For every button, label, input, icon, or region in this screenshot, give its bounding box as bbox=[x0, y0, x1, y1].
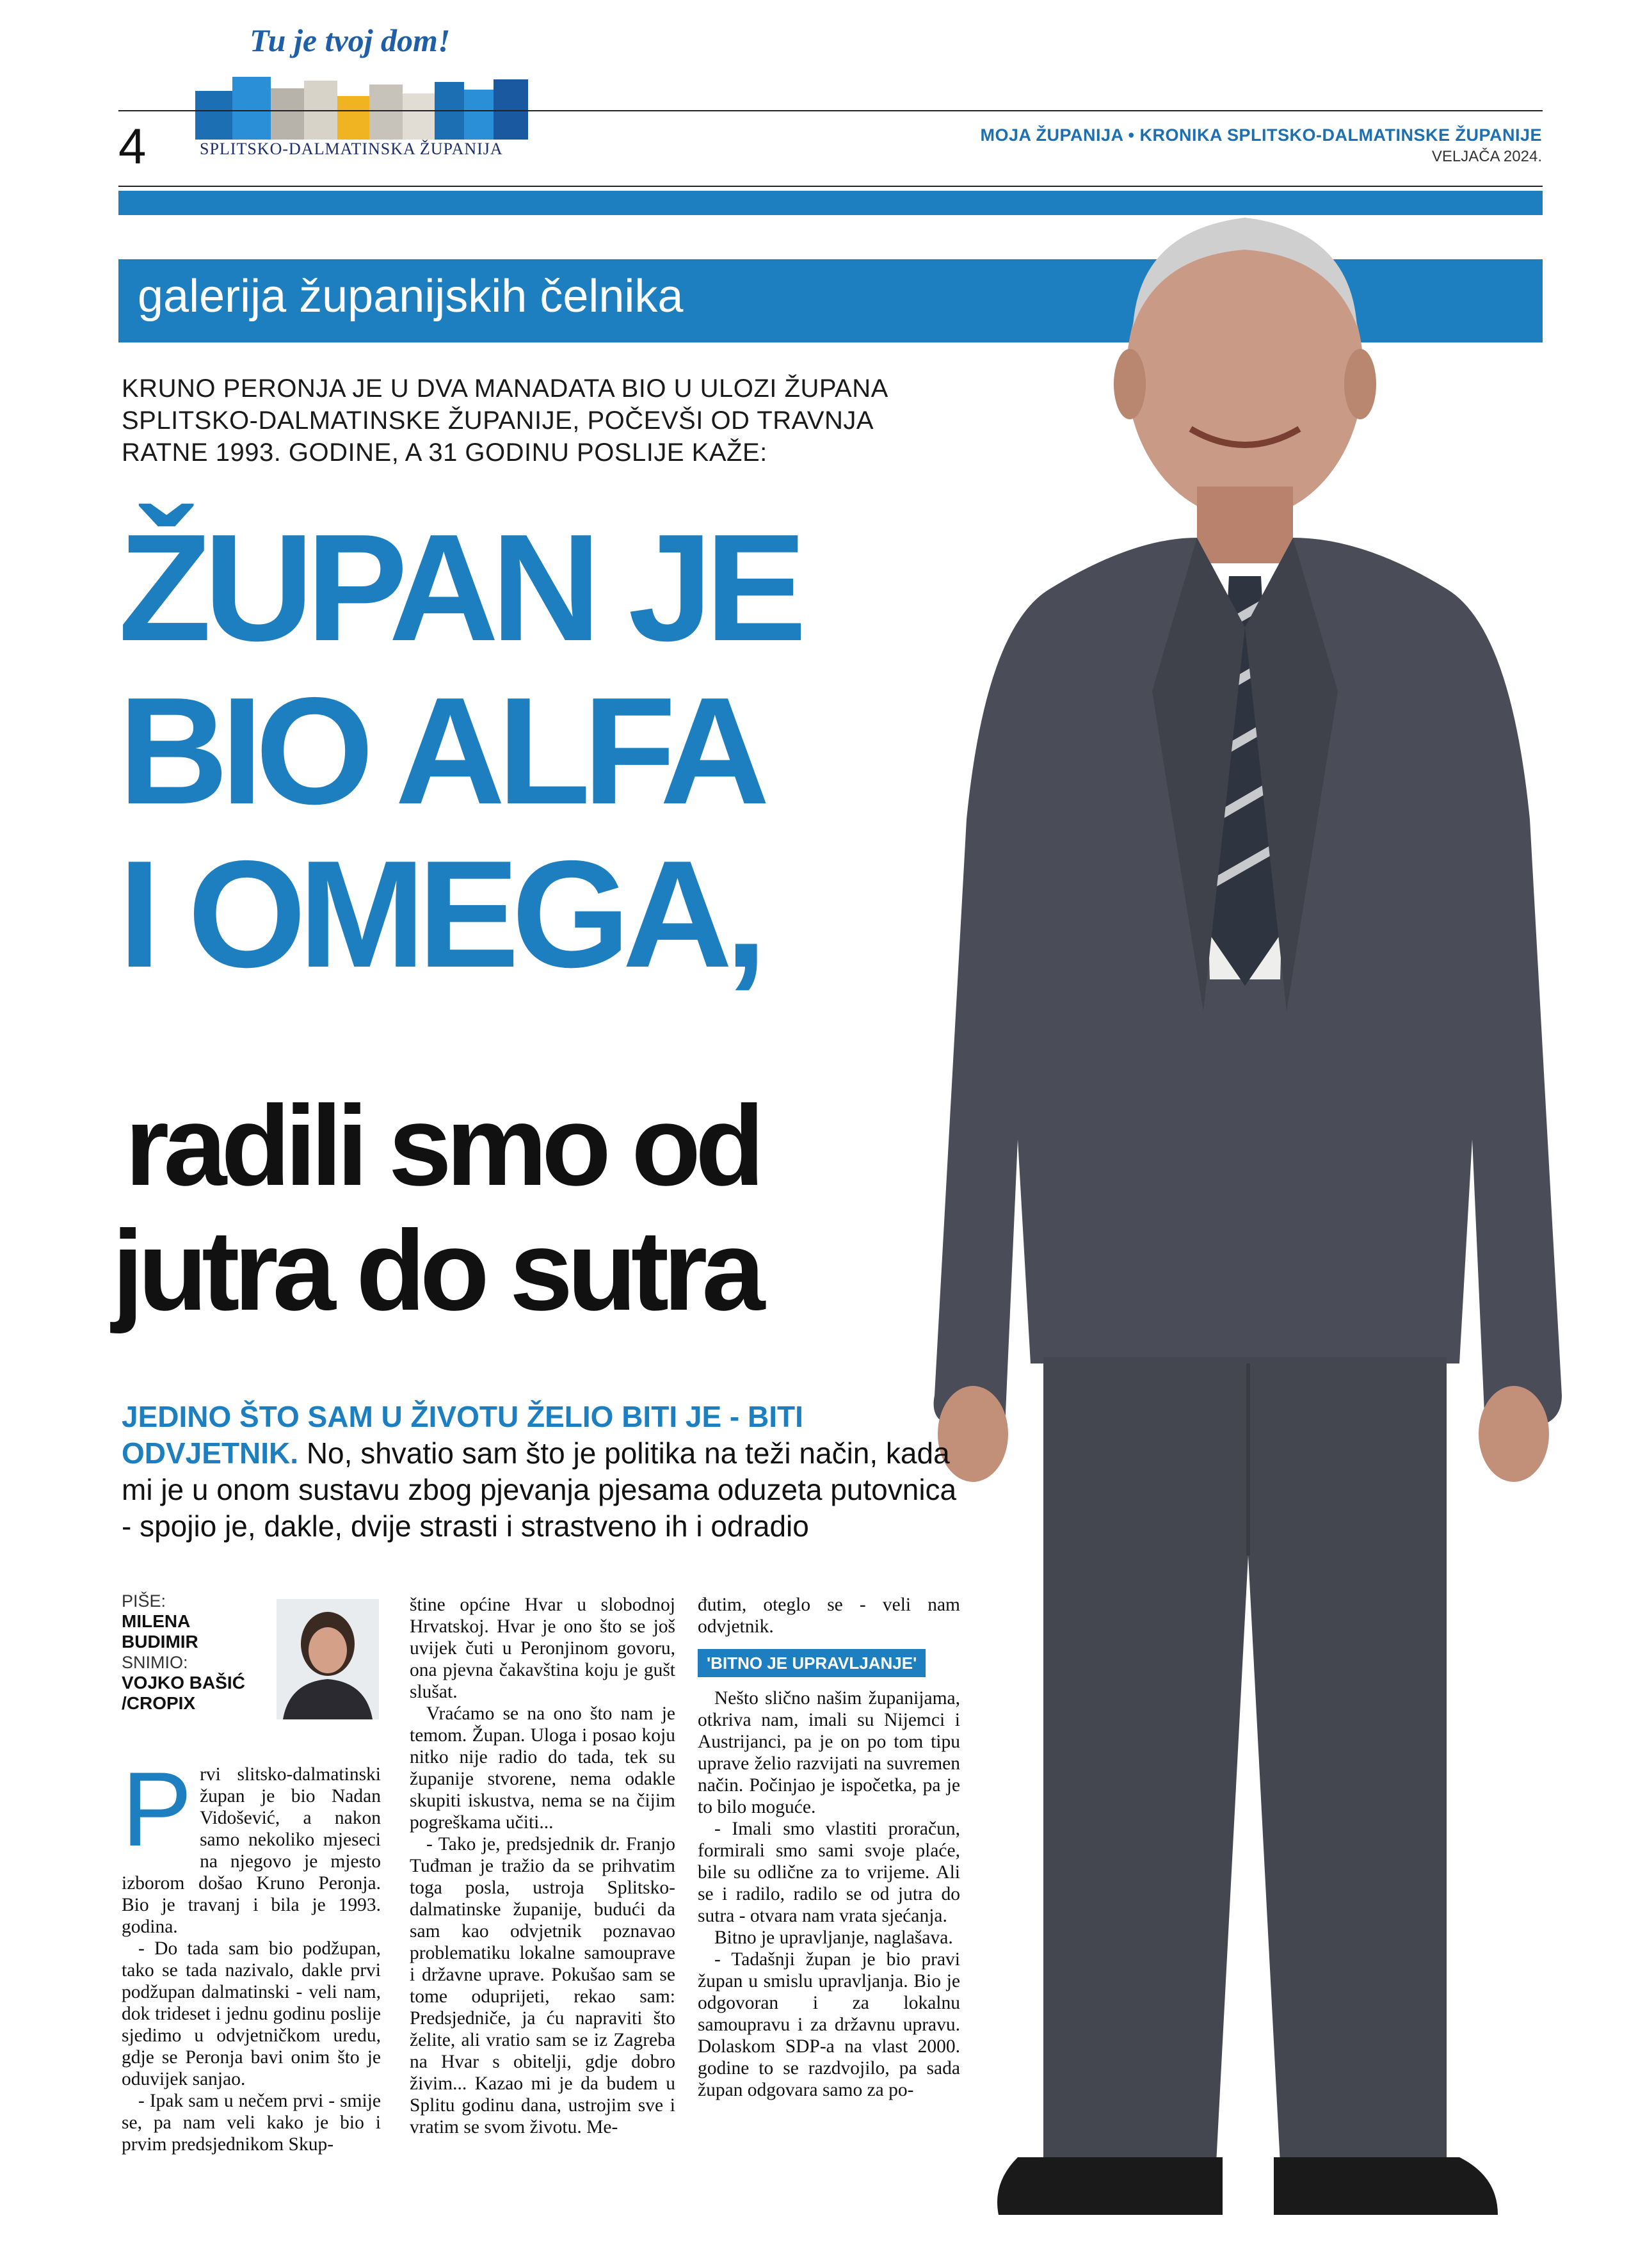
section-title: galerija županijskih čelnika bbox=[138, 271, 684, 322]
drop-cap: P bbox=[122, 1750, 193, 1868]
writer-label: PIŠE: bbox=[122, 1591, 166, 1611]
header-info bbox=[981, 125, 1542, 166]
article-column-1 bbox=[122, 1750, 381, 2155]
headline-line-3: I OMEGA, bbox=[118, 830, 760, 999]
logo-slogan: Tu je tvoj dom! bbox=[250, 22, 451, 58]
subheading: 'BITNO JE UPRAVLJANJE' bbox=[698, 1649, 926, 1677]
paragraph: rvi slitsko-dalmatinski župan je bio Nadan Vidošević, a nakon samo nekoliko mjeseci na njegovo je mjesto izborom došao Kruno Peronja. Bio je travanj i bila je 1993. godina. bbox=[122, 1764, 381, 1937]
paragraph: štine općine Hvar u slobodnoj Hrvatskoj. Hvar je ono što se još uvijek čuti u Peronjinom govoru, ona pjevna čakavština koju je gušt slušat. bbox=[410, 1595, 675, 1702]
issue-date: VELJAČA 2024. bbox=[1431, 148, 1542, 165]
county-logo bbox=[195, 77, 528, 140]
publication-name: MOJA ŽUPANIJA • KRONIKA SPLITSKO-DALMATINSKE ŽUPANIJE bbox=[980, 125, 1542, 145]
author-photo bbox=[277, 1599, 379, 1719]
page-number: 4 bbox=[118, 118, 147, 174]
paragraph: - Tako je, predsjednik dr. Franjo Tuđman je tražio da se prihvatim toga posla, ustroja Splitsko-dalmatinske županije, budući da sam kao odvjetnik poznavao problematiku lokalne samouprave i državne uprave. Pokušao sam se tome oduprijeti, rekao sam: Predsjedniče, ja ću napraviti što želite, ali vratio sam se iz Zagreba na Hvar s obitelji, gdje dobro živim... Kazao mi je da budem u Splitu godinu dana, ustrojim sve i vratim se svom životu. Me- bbox=[410, 1834, 675, 2137]
portrait-photo bbox=[922, 179, 1568, 2260]
intro-text: KRUNO PERONJA JE U DVA MANADATA BIO U ULOZI ŽUPANA SPLITSKO-DALMATINSKE ŽUPANIJE, POČEVŠI OD TRAVNJA RATNE 1993. GODINE, A 31 GODINU POSLIJE KAŽE: bbox=[122, 374, 887, 467]
headline-line-4: radili smo od bbox=[125, 1082, 759, 1209]
lead-highlight: JEDINO ŠTO SAM U ŽIVOTU ŽELIO BITI JE - BITI ODVJETNIK. bbox=[122, 1400, 803, 1470]
headline-line-2: BIO ALFA bbox=[118, 666, 762, 836]
headline-line-1: ŽUPAN JE bbox=[118, 503, 799, 673]
headline-line-5: jutra do sutra bbox=[112, 1207, 760, 1334]
paragraph: Bitno je upravljanje, naglašava. bbox=[714, 1927, 953, 1948]
article-column-3 bbox=[698, 1594, 960, 2101]
paragraph: - Ipak sam u nečem prvi - smije se, pa nam veli kako je bio i prvim predsjednikom Skup- bbox=[122, 2091, 381, 2155]
paragraph: - Do tada sam bio podžupan, tako se tada nazivalo, dakle prvi podžupan dalmatinski - veli nam, dok trideset i jednu godinu poslije sjedimo u odvjetničkom uredu, gdje se Peronja bavi onim što je oduvijek sanjao. bbox=[122, 1938, 381, 2089]
paragraph: - Imali smo vlastiti proračun, formirali smo sami svoje plaće, bile su odlične za to vrijeme. Ali se i radilo, radilo se od jutra do sutra - otvara nam vrata sjećanja. bbox=[698, 1819, 960, 1926]
paragraph: Vraćamo se na ono što nam je temom. Župan. Uloga i posao koju nitko nije radio do tada, tek su županije stvorene, nema odakle skupiti iskustva, nema se na čijim pogreškama učiti... bbox=[410, 1703, 675, 1833]
article-column-2 bbox=[410, 1594, 675, 2138]
writer-name: MILENA BUDIMIR bbox=[122, 1611, 198, 1652]
photographer-name: VOJKO BAŠIĆ /CROPIX bbox=[122, 1673, 245, 1713]
byline bbox=[122, 1591, 262, 1714]
header-rule bbox=[118, 110, 1543, 111]
lead-text: No, shvatio sam što je politika na teži način, kada mi je u onom sustavu zbog pjevanja pjesama oduzeta putovnica - spojio je, dakle, dvije strasti i strastveno ih i odradio bbox=[122, 1436, 957, 1543]
paragraph: Nešto slično našim županijama, otkriva nam, imali su Nijemci i Austrijanci, pa je on po tom tipu uprave želio razvijati na suvremen način. Počinjao je ispočetka, pa je to bilo moguće. bbox=[698, 1688, 960, 1817]
paragraph: đutim, oteglo se - veli nam odvjetnik. bbox=[698, 1595, 960, 1637]
paragraph: - Tadašnji župan je bio pravi župan u smislu upravljanja. Bio je odgovoran i za lokalnu samoupravu i za državnu upravu. Dolaskom SDP-a na vlast 2000. godine to se razdvojilo, pa sada župan odgovara samo za po- bbox=[698, 1949, 960, 2100]
photographer-label: SNIMIO: bbox=[122, 1653, 188, 1672]
lead-paragraph bbox=[122, 1399, 973, 1545]
logo-name: SPLITSKO-DALMATINSKA ŽUPANIJA bbox=[200, 140, 503, 158]
